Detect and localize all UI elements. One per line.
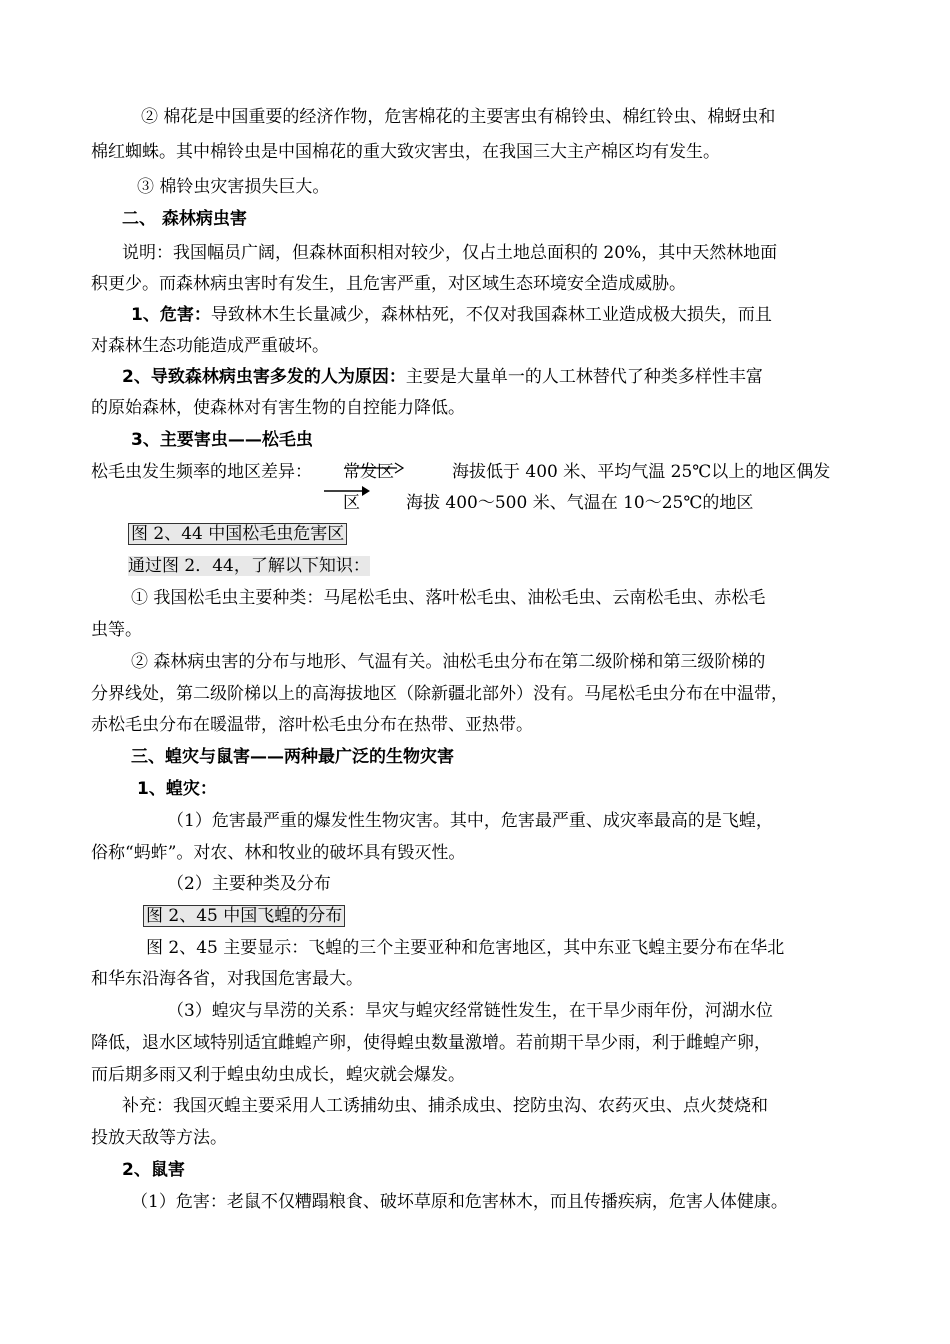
paragraph-line: 俗称“蚂蚱”。对农、林和牧业的破坏具有毁灭性。	[91, 843, 466, 863]
paragraph-line: 的原始森林，使森林对有害生物的自控能力降低。	[91, 398, 465, 418]
paragraph-line: 和华东沿海各省，对我国危害最大。	[91, 969, 363, 989]
paragraph-line: 对森林生态功能造成严重破坏。	[91, 336, 329, 356]
paragraph-line: （1）危害：老鼠不仅糟蹋粮食、破坏草原和危害林木，而且传播疾病，危害人体健康。	[131, 1192, 788, 1212]
inline-text: 导致林木生长量减少，森林枯死，不仅对我国森林工业造成极大损失，而且	[210, 305, 772, 325]
paragraph-line: 分界线处，第二级阶梯以上的高海拔地区（除新疆北部外）没有。马尾松毛虫分布在中温带，	[91, 684, 788, 704]
figure-reference	[128, 556, 370, 576]
paragraph-line: ② 森林病虫害的分布与地形、气温有关。油松毛虫分布在第二级阶梯和第三级阶梯的	[131, 652, 766, 672]
inline-heading: 2、导致森林病虫害多发的人为原因：	[122, 367, 406, 387]
paragraph-line: 松毛虫发生频率的地区差异：	[91, 462, 312, 482]
subsection-heading: 3、主要害虫——松毛虫	[131, 430, 313, 450]
paragraph-line: 棉红蜘蛛。其中棉铃虫是中国棉花的重大致灾害虫，在我国三大主产棉区均有发生。	[91, 142, 720, 162]
region-description: 海拔 400～500 米、气温在 10～25℃的地区	[406, 493, 754, 513]
paragraph-line: （1）危害最严重的爆发性生物灾害。其中，危害最严重、成灾率最高的是飞蝗，	[167, 811, 773, 831]
figure-caption-box: 图 2、44 中国松毛虫危害区	[128, 523, 347, 545]
paragraph-line: 投放天敌等方法。	[91, 1128, 227, 1148]
paragraph-line: ① 我国松毛虫主要种类：马尾松毛虫、落叶松毛虫、油松毛虫、云南松毛虫、赤松毛	[131, 588, 766, 608]
paragraph-line: （2）主要种类及分布	[167, 874, 331, 894]
section-heading: 二、 森林病虫害	[122, 209, 247, 229]
region-term: 常发区	[343, 462, 394, 482]
inline-text: 主要是大量单一的人工林替代了种类多样性丰富	[405, 367, 763, 387]
paragraph-line: 赤松毛虫分布在暖温带，溶叶松毛虫分布在热带、亚热带。	[91, 715, 533, 735]
highlighted-text: 通过图 2．44，了解以下知识：	[128, 556, 370, 576]
paragraph-line: ③ 棉铃虫灾害损失巨大。	[137, 177, 330, 197]
figure-caption-box: 图 2、45 中国飞蝗的分布	[143, 905, 345, 927]
region-term: 区	[343, 493, 360, 513]
paragraph-line: 图 2、45 主要显示：飞蝗的三个主要亚种和危害地区，其中东亚飞蝗主要分布在华北	[146, 938, 785, 958]
paragraph-line: 补充：我国灭蝗主要采用人工诱捕幼虫、捕杀成虫、挖防虫沟、农药灭虫、点火焚烧和	[122, 1096, 768, 1116]
paragraph-line: 积更少。而森林病虫害时有发生，且危害严重，对区域生态环境安全造成威胁。	[91, 274, 686, 294]
paragraph-line: 而后期多雨又利于蝗虫幼虫成长，蝗灾就会爆发。	[91, 1065, 465, 1085]
paragraph-line	[122, 367, 763, 387]
subsection-heading: 1、蝗灾：	[137, 779, 217, 799]
figure-caption	[128, 524, 347, 544]
paragraph-line: 降低，退水区域特别适宜雌蝗产卵，使得蝗虫数量激增。若前期干旱少雨，利于雌蝗产卵，	[91, 1033, 771, 1053]
paragraph-line: 虫等。	[91, 620, 142, 640]
paragraph-line: 说明：我国幅员广阔，但森林面积相对较少，仅占土地总面积的 20%，其中天然林地面	[122, 243, 778, 263]
figure-caption	[143, 906, 345, 926]
section-heading: 三、蝗灾与鼠害——两种最广泛的生物灾害	[131, 747, 454, 767]
paragraph-line: （3）蝗灾与旱涝的关系：旱灾与蝗灾经常链性发生，在干旱少雨年份，河湖水位	[167, 1001, 773, 1021]
arrow-icon	[343, 460, 405, 474]
subsection-heading: 2、鼠害	[122, 1160, 185, 1180]
region-description: 海拔低于 400 米、平均气温 25℃以上的地区偶发	[452, 462, 831, 482]
inline-heading: 1、危害：	[131, 305, 211, 325]
paragraph-line	[131, 305, 772, 325]
paragraph-line: ② 棉花是中国重要的经济作物，危害棉花的主要害虫有棉铃虫、棉红铃虫、棉蚜虫和	[141, 107, 776, 127]
